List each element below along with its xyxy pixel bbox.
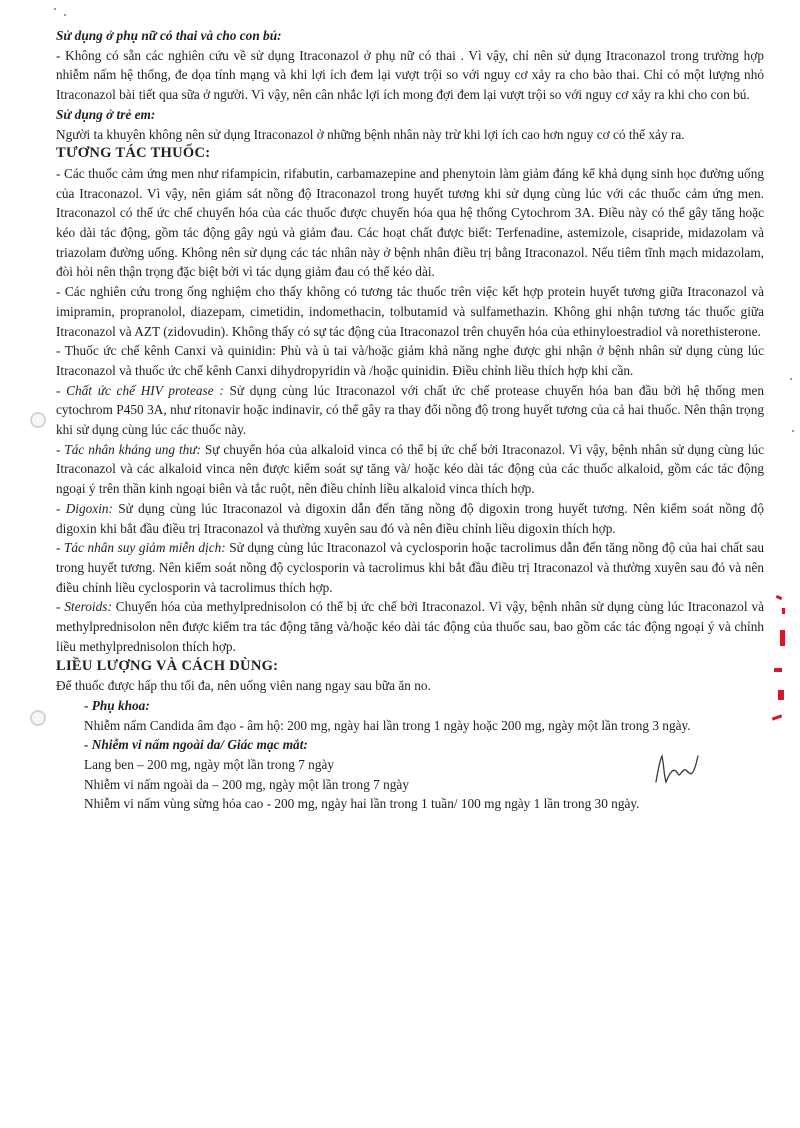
anticancer-paragraph [56, 440, 764, 499]
digoxin-text: Sử dụng cùng lúc Itraconazol và digoxin dẫn đến tăng nồng độ digoxin trong huyết tương. Nên kiểm soát nồng độ digoxin khi bắt đầu điều trị Itraconazol và thường xuyên sau đó và nên điều chỉnh liều digoxin thích hợp. [56, 500, 764, 536]
digoxin-lead: - Digoxin: [56, 500, 113, 516]
interactions-paragraph-3: - Thuốc ức chế kênh Canxi và quinidin: Phù và ù tai và/hoặc giảm khả năng nghe được ghi nhận ở bệnh nhân sử dụng cùng lúc Itraconazol và thuốc ức chế kênh Canxi dihydropyridin và /hoặc quinidin. Điều chỉnh liều thích hợp khi cần. [56, 343, 764, 378]
punch-hole-upper [30, 412, 46, 428]
document-page [56, 26, 764, 814]
skin-dose-1: Lang ben – 200 mg, ngày một lần trong 7 ngày [84, 757, 335, 773]
skin-eye-heading: - Nhiễm vi nấm ngoài da/ Giác mạc mắt: [84, 737, 308, 753]
pregnancy-heading: Sử dụng ở phụ nữ có thai và cho con bú: [56, 28, 282, 43]
anticancer-text: Sự chuyển hóa của alkaloid vinca có thể bị ức chế bởi Itraconazol. Vì vậy, bệnh nhân sử dụng cùng lúc Itraconazol và các alkaloid vinca nên được kiểm soát sự tăng và/ hoặc kéo dài tác động của các thuốc alkaloid, gồm các tác động ngoại ý trên thần kinh ngoại biên và tắc ruột, nên điều chỉnh liều alkaloid vinca thích hợp. [56, 441, 764, 497]
steroids-lead: - Steroids: [56, 599, 112, 615]
skin-dose-2: Nhiễm vi nấm ngoài da – 200 mg, ngày một lần trong 7 ngày [84, 776, 409, 792]
handwritten-signature-icon [652, 752, 706, 788]
hiv-text: Sử dụng cùng lúc Itraconazol với chất ức chế protease chuyển hóa ban đầu bởi hệ thống men cytochrom P450 3A, như ritonavir hoặc indinavir, có thể gây ra thay đổi nồng độ trong huyết tương của cả hai thuốc. Nên thận trọng khi sử dụng cùng lúc các thuốc này. [56, 382, 764, 438]
gynecology-dose: Nhiễm nấm Candida âm đạo - âm hộ: 200 mg, ngày hai lần trong 1 ngày hoặc 200 mg, ngày một lần trong 3 ngày. [84, 717, 691, 733]
pregnancy-paragraph: - Không có sẵn các nghiên cứu về sử dụng Itraconazol ở phụ nữ có thai . Vì vậy, chỉ nên sử dụng Itraconazol trong trường hợp nhiễm nấm hệ thống, đe dọa tính mạng và khi lợi ích đem lại vượt trội so với nguy cơ xảy ra cho bào thai. Chỉ có một lượng nhỏ Itraconazol bài tiết qua sữa ở người. Vì vậy, nên cân nhắc lợi ích mong đợi đem lại vượt trội so với nguy cơ xảy ra khi cho con bú. [56, 47, 764, 103]
red-edge-mark-4 [774, 668, 782, 672]
punch-hole-lower [30, 710, 46, 726]
speck-1 [64, 14, 66, 16]
red-edge-mark-2 [782, 608, 785, 614]
children-heading: Sử dụng ở trẻ em: [56, 106, 156, 122]
immunosuppressant-text: Sử dụng cùng lúc Itraconazol và cyclosporin hoặc tacrolimus dẫn đến tăng nồng độ của hai chất sau trong huyết tương. Nên kiểm soát nồng độ cyclosporin và tacrolimus khi bắt đầu điều trị Itraconazol và thường xuyên sau đó và nên điều chỉnh liều cyclosporin và tacrolimus thích hợp. [56, 540, 764, 595]
speck-2 [54, 8, 56, 10]
dosage-heading: LIỀU LƯỢNG VÀ CÁCH DÙNG: [56, 657, 279, 674]
interactions-paragraph-2: - Các nghiên cứu trong ống nghiệm cho thấy không có tương tác thuốc trên việc kết hợp protein huyết tương giữa Itraconazol và imipramin, propranolol, diazepam, cimetidin, indomethacin, tolbutamid và sulfamethazin. Không ghi nhận tương tác thuốc giữa Itraconazol và AZT (zidovudin). Không thấy có sự tác động của Itraconazol trên chuyển hóa của ethinyloestradiol và norethisterone. [56, 284, 764, 339]
red-edge-mark-6 [772, 714, 782, 720]
dosage-intro: Để thuốc được hấp thu tối đa, nên uống viên nang ngay sau bữa ăn no. [56, 678, 431, 694]
red-edge-mark-5 [778, 690, 784, 700]
hiv-lead: - Chất ức chế HIV protease : [56, 382, 224, 398]
skin-dose-3: Nhiễm vi nấm vùng sừng hóa cao - 200 mg, ngày hai lần trong 1 tuần/ 100 mg ngày 1 lần trong 30 ngày. [84, 796, 640, 812]
interactions-heading: TƯƠNG TÁC THUỐC: [56, 145, 211, 162]
anticancer-lead: - Tác nhân kháng ung thư: [56, 441, 201, 457]
hiv-paragraph [56, 381, 764, 440]
interactions-paragraph-1: - Các thuốc cảm ứng men như rifampicin, rifabutin, carbamazepine and phenytoin làm giảm đáng kể khả dụng sinh học đường uống của Itraconazol. Vì vậy, nên giám sát nồng độ Itraconazol trong huyết tương khi sử dụng cùng lúc với các thuốc cảm ứng men. Itraconazol có thể ức chế chuyển hóa của các thuốc được chuyển hóa qua hệ thống Cytochrom 3A. Điều này có thể gây tăng hoặc kéo dài tác động, gồm tác động gây ngủ và giảm đau. Các hoạt chất được biết: Terfenadine, astemizole, cisapride, midazolam và triazolam đường uống. Không nên sử dụng các tác nhân này ở bệnh nhân điều trị bằng Itraconazol. Nếu tiêm tĩnh mạch midazolam, đòi hỏi nên thận trọng đặc biệt bởi vì tác dụng giảm đau có thể kéo dài. [56, 165, 764, 280]
red-edge-mark-3 [780, 630, 785, 646]
steroids-text: Chuyển hóa của methylprednisolon có thể bị ức chế bởi Itraconazol. Vì vậy, bệnh nhân sử dụng cùng lúc Itraconazol và methylprednisolon nên được kiểm tra tác động tăng và/hoặc kéo dài tác động của thuốc sau, bao gồm các tác động ngoại ý và chỉnh liều methylprednisolon thích hợp. [56, 599, 764, 654]
speck-4 [792, 430, 794, 432]
speck-3 [790, 378, 792, 380]
immunosuppressant-paragraph [56, 538, 764, 597]
red-edge-mark-1 [776, 595, 783, 600]
digoxin-paragraph [56, 499, 764, 538]
immunosuppressant-lead: - Tác nhân suy giảm miễn dịch: [56, 540, 226, 556]
gynecology-heading: - Phụ khoa: [84, 697, 150, 713]
steroids-paragraph [56, 597, 764, 656]
children-paragraph: Người ta khuyên không nên sử dụng Itraconazol ở những bệnh nhân này trừ khi lợi ích cao hơn nguy cơ có thể xảy ra. [56, 126, 685, 142]
